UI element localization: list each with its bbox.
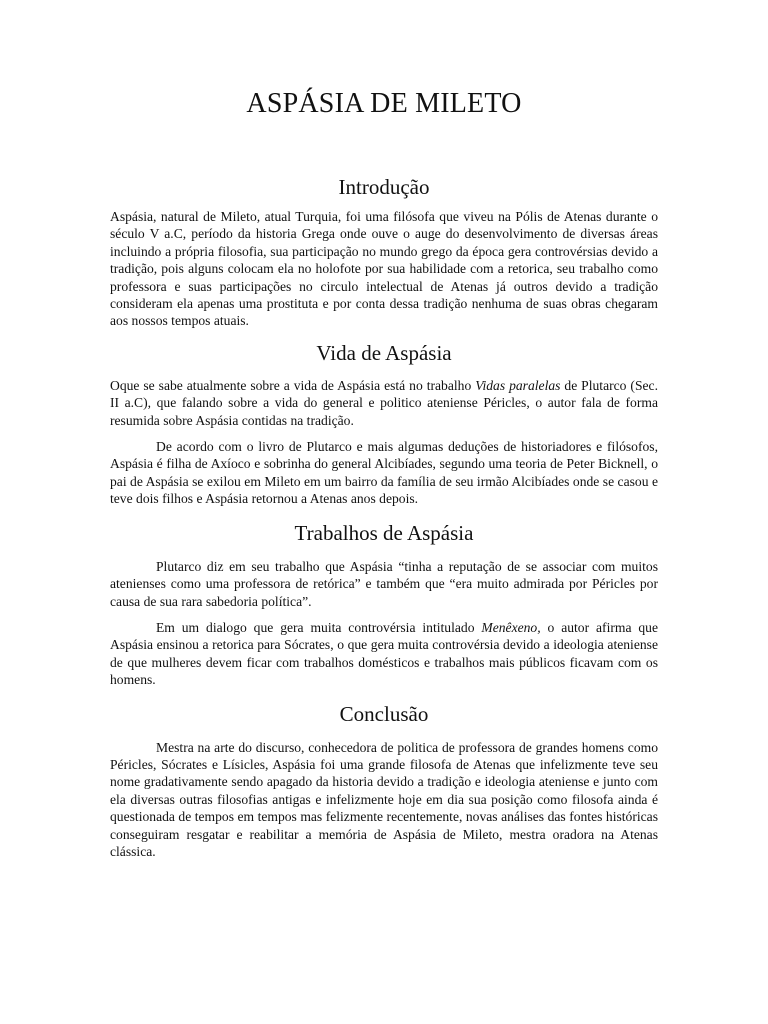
section-heading-vida: Vida de Aspásia [316,340,452,365]
italic-work-title: Menêxeno, [481,619,541,635]
section-heading-conclusao: Conclusão [339,701,429,726]
section-heading-introducao: Introdução [338,175,430,199]
paragraph-conclusao: Mestra na arte do discurso, conhecedora de politica de professora de grandes homens como Péricles, Sócrates e Lísicles, Aspásia foi uma grande filosofa de Atenas que infelizmente teve seu nome gradativamente sendo apagado da historia devido a tradição e ideologia ateniense e junto com ela diversas outras filosofias antigas e infelizmente hoje em dia sua posição como filosofa ainda é questionada de tempos em tempos mas felizmente recentemente, novas análises das fontes históricas conseguiram resgatar e reabilitar a memória de Aspásia de Mileto, mestra oradora na Atenas clássica. [110,739,658,859]
text-run: Em um dialogo que gera muita controvérsia intitulado [156,619,482,635]
paragraph-vida-2: De acordo com o livro de Plutarco e mais algumas deduções de historiadores e filósofos, Aspásia é filha de Axíoco e sobrinha do general Alcibíades, segundo uma teoria de Peter Bicknell, o pai de Aspásia se exilou em Mileto em um bairro da família de seu irmão Alcibíades onde se casou e teve dois filhos e Aspásia retornou a Atenas anos depois. [110,439,658,507]
section-heading-trabalhos: Trabalhos de Aspásia [294,520,474,545]
paragraph-trabalhos-1: Plutarco diz em seu trabalho que Aspásia “tinha a reputação de se associar com muitos atenienses como uma professora de retórica” e também que “era muito admirada por Péricles por causa de sua rara sabedoria política”. [110,558,658,609]
paragraph-trabalhos-2 [110,619,658,689]
paragraph-introducao: Aspásia, natural de Mileto, atual Turquia, foi uma filósofa que viveu na Pólis de Atenas durante o século V a.C, período da historia Grega onde ouve o auge do desenvolvimento de diversas áreas incluindo a própria filosofia, sua participação no mundo grego da época gera controvérsias devido a tradição, pois alguns colocam ela no holofote por sua habilidade com a retorica, seu trabalho como professora e suas participações no circulo intelectual de Atenas já outros devido a tradição consideram ela apenas uma prostituta e por conta dessa tradição nenhuma de suas obras chegaram aos nossos tempos atuais. [110,209,658,329]
document-title: ASPÁSIA DE MILETO [246,88,522,119]
text-run: o autor afirma que Aspásia ensinou a retorica para Sócrates, o que gera muita controvérsia devido a ideologia ateniense de que mulheres devem ficar com trabalhos domésticos e trabalhos mais públicos ficavam com os homens. [110,619,658,688]
italic-book-title: Vidas paralelas [475,377,561,393]
text-run: de Plutarco (Sec. II a.C), que falando sobre a vida do general e politico ateniense Péricles, o autor fala de forma resumida sobre Aspásia contidas na tradição. [110,377,658,428]
paragraph-vida-1 [110,377,658,429]
text-run: Oque se sabe atualmente sobre a vida de Aspásia está no trabalho [110,377,476,393]
